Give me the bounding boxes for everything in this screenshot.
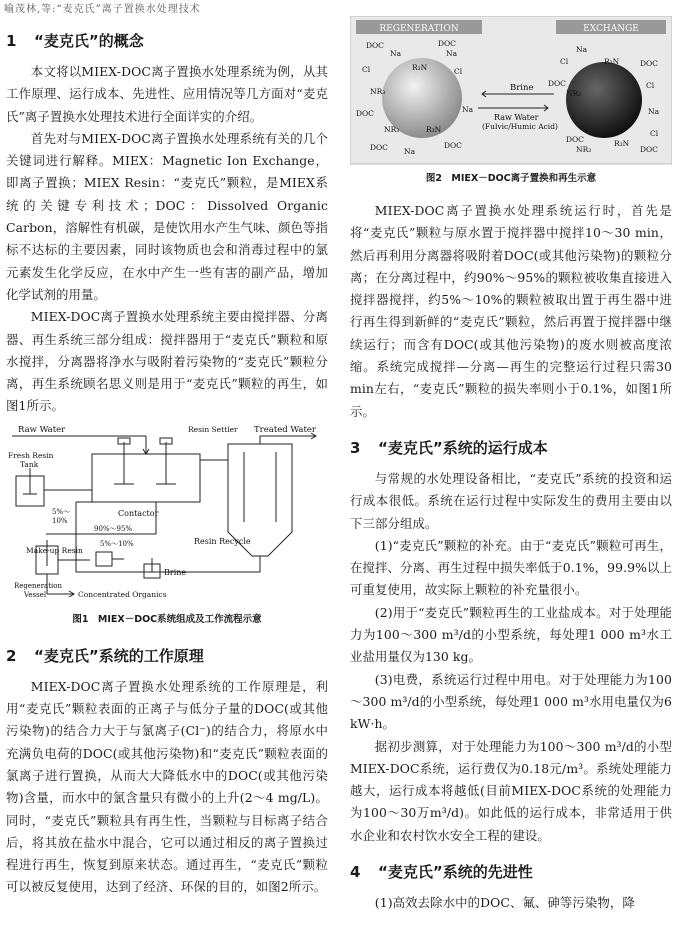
ion-label: DOC <box>444 141 462 150</box>
ion-label: Na <box>462 105 474 114</box>
figure-2-ion-exchange-diagram <box>350 16 672 166</box>
ion-label: R₃N <box>412 63 428 72</box>
raw-water-label: Raw Water <box>494 113 539 122</box>
figure-1-caption: 图1 MIEX－DOC系统组成及工作流程示意 <box>72 613 262 625</box>
ion-label: DOC <box>548 79 566 88</box>
fig1-label: Vessel <box>24 590 47 599</box>
ion-label: NR₃ <box>576 145 592 154</box>
section-2-heading <box>6 645 328 666</box>
ion-label: Cl <box>560 57 569 66</box>
ion-label: NR₃ <box>384 125 400 134</box>
ion-label: Na <box>446 49 458 58</box>
contactor-tank <box>92 454 200 502</box>
ion-label: NR₃ <box>566 89 582 98</box>
fig1-label: Regeneration <box>14 581 62 590</box>
ion-label: R₃N <box>604 57 620 66</box>
fig1-label: Resin Recycle <box>194 536 251 546</box>
ion-label: Cl <box>646 81 655 90</box>
ion-label: DOC <box>640 145 658 154</box>
left-column <box>6 16 328 899</box>
ion-label: Cl <box>454 67 463 76</box>
makeup-resin-box <box>96 552 112 566</box>
exchange-label: EXCHANGE <box>583 24 639 34</box>
paragraph: 与常规的水处理设备相比，“麦克氏”系统的投资和运行成本很低。系统在运行过程中实际发生的费用主要由以下三部分组成。 <box>350 470 672 531</box>
section-number: 1 <box>6 32 17 50</box>
regeneration-label: REGENERATION <box>379 24 459 34</box>
section-number: 3 <box>350 438 361 457</box>
paragraph: (2)用于“麦克氏”颗粒再生的工业盐成本。对于处理能力为100～300 m³/d的小型系统，每处理1 000 m³水工业盐用量仅为130 kg。 <box>350 604 672 665</box>
right-column <box>350 16 672 914</box>
fig1-label: Resin Settler <box>188 424 238 434</box>
section-title: “麦克氏”的概念 <box>34 32 144 50</box>
ion-label: DOC <box>438 39 456 48</box>
ion-label: R₃N <box>426 125 442 134</box>
fig1-label: Tank <box>20 459 39 469</box>
fig1-label: 5%～ <box>52 507 71 516</box>
figure-2-caption: 图2 MIEX－DOC离子置换和再生示意 <box>425 173 597 184</box>
paragraph: 据初步测算，对于处理能力为100～300 m³/d的小型MIEX-DOC系统，运行费仅为0.18元/m³。系统处理能力越大，运行成本将越低(目前MIEX-DOC系统的处理能力为100～30万m³/d)。如此低的运行成本，非常适用于供水企业和农村饮水安全工程的建设。 <box>350 738 672 843</box>
section-title: “麦克氏”系统的工作原理 <box>34 646 204 665</box>
running-head: 喻茂林,等:“麦克氏”离子置换水处理技术 <box>4 4 201 15</box>
fig1-label: 10% <box>52 516 68 525</box>
fig1-label: Brine <box>164 567 187 577</box>
fig1-label: 5%～10% <box>100 539 134 548</box>
ion-label: DOC <box>370 143 388 152</box>
figure-1-flow-diagram <box>6 422 328 607</box>
paragraph: 首先对与MIEX-DOC离子置换水处理系统有关的几个关键词进行解释。MIEX：Magnetic Ion Exchange，即离子置换；MIEX Resin：“麦克氏”颗粒，是MIEX系统的关键专利技术；DOC：Dissolved Organic Carbon，溶解性有机碳，是使饮用水产生气味、颜色等指标不达标的主要因素，同时该物质也会和消毒过程中的氯元素发生化学反应，在水中产生一些有害的副产品，增加化学试剂的用量。 <box>6 130 328 302</box>
ion-label: DOC <box>366 41 384 50</box>
paragraph: (1)高效去除水中的DOC、氟、砷等污染物，降 <box>374 895 635 911</box>
ion-label: Cl <box>650 129 659 138</box>
fig1-label: Make-up Resin <box>26 545 83 555</box>
ion-label: Na <box>404 147 416 156</box>
section-title: “麦克氏”系统的先进性 <box>378 863 533 882</box>
fig1-label: Contactor <box>118 508 159 518</box>
paragraph: MIEX-DOC离子置换水处理系统的工作原理是，利用“麦克氏”颗粒表面的正离子与低分子量的DOC(或其他污染物)的结合力大于与氯离子(Cl⁻)的结合力，将原水中充满负电荷的DOC(或其他污染物)和“麦克氏”颗粒表面的氯离子进行置换，从而大大降低水中的DOC(或其他污染物)含量，而水中的氯含量只有微小的上升(2～4 mg/L)。同时，“麦克氏”颗粒具有再生性，当颗粒与目标离子结合后，将其放在盐水中混合，它可以通过相反的离子置换过程进行再生，恢复到原来状态。通过再生，“麦克氏”颗粒可以被反复使用，达到了经济、环保的目的，如图2所示。 <box>6 678 328 895</box>
paragraph: MIEX-DOC离子置换水处理系统运行时，首先是将“麦克氏”颗粒与原水置于搅拌器中搅拌10～30 min，然后再利用分离器将吸附着DOC(或其他污染物)的颗粒分离；在分离过程中，约90%～95%的颗粒被收集直接进入搅拌器搅拌，约5%～10%的颗粒被取出置于再生器中进行再生得到新鲜的“麦克氏”颗粒，然后再置于搅拌器中继续运行；而含有DOC(或其他污染物)的废水则被高度浓缩。系统完成搅拌—分离—再生的完整运行过程只需30 min左右，“麦克氏”颗粒的损失率则小于0.1%，如图1所示。 <box>350 203 672 419</box>
ion-label: Na <box>390 49 402 58</box>
ion-label: Na <box>576 45 588 54</box>
fig1-label: Fresh Resin <box>8 450 54 460</box>
figure-1 <box>6 422 328 625</box>
figure-2 <box>350 16 672 184</box>
section-number: 4 <box>350 863 361 882</box>
resin-bead-exhausted <box>566 62 642 138</box>
paragraph: (1)“麦克氏”颗粒的补充。由于“麦克氏”颗粒可再生，在搅拌、分离、再生过程中损失率低于0.1%，99.9%以上可重复使用，故实际上颗粒的补充量很小。 <box>350 537 672 598</box>
ion-label: DOC <box>640 59 658 68</box>
ion-label: R₃N <box>614 139 630 148</box>
section-number: 2 <box>6 646 17 665</box>
fig1-label: Concentrated Organics <box>78 589 167 599</box>
ion-label: Cl <box>362 65 371 74</box>
ion-label: NR₃ <box>370 87 386 96</box>
ion-label: DOC <box>356 109 374 118</box>
section-title: “麦克氏”系统的运行成本 <box>378 438 548 457</box>
ion-label: DOC <box>566 135 584 144</box>
paragraph: (3)电费，系统运行过程中用电。对于处理能力为100～300 m³/d的小型系统，每处理1 000 m³水用电量仅为6 kW·h。 <box>350 671 672 732</box>
fig1-label: Treated Water <box>254 424 316 435</box>
brine-label: Brine <box>510 83 534 93</box>
fulvic-label: (Fulvic/Humic Acid) <box>482 122 558 131</box>
section-3-heading <box>350 437 672 458</box>
paragraph: 本文将以MIEX-DOC离子置换水处理系统为例，从其工作原理、运行成本、先进性、应用情况等几方面对“麦克氏”离子置换水处理技术进行全面详实的介绍。 <box>6 64 328 124</box>
paragraph: MIEX-DOC离子置换水处理系统主要由搅拌器、分离器、再生系统三部分组成：搅拌器用于“麦克氏”颗粒和原水搅拌，分离器将净水与吸附着污染物的“麦克氏”颗粒分离，再生系统顾名思义则是用于“麦克氏”颗粒的再生，如图1所示。 <box>6 309 328 414</box>
section-4-heading <box>350 861 672 882</box>
fig1-label: Raw Water <box>18 424 66 435</box>
section-1-heading <box>6 30 328 51</box>
ion-label: Na <box>648 107 660 116</box>
fig1-label: 90%～95% <box>94 524 133 533</box>
